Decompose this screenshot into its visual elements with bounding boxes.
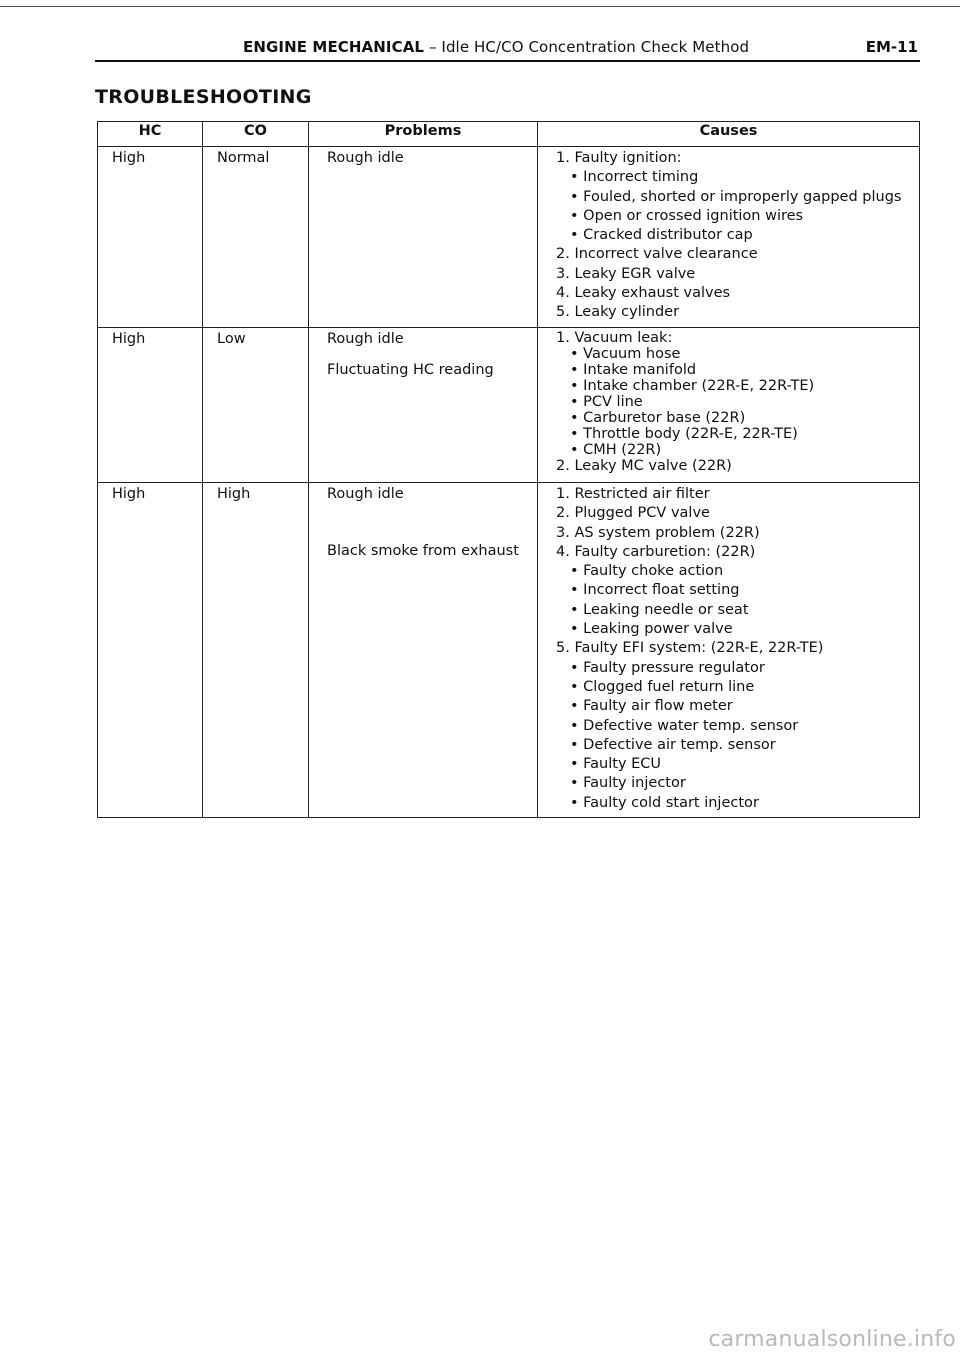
cause-subitem: • Cracked distributor cap <box>570 227 753 244</box>
causes-cell <box>538 147 920 328</box>
column-header-co: CO <box>203 122 309 147</box>
cause-subitem: • PCV line <box>570 394 643 410</box>
cause-subitem: • Defective water temp. sensor <box>570 717 799 734</box>
page-header <box>95 38 920 62</box>
problem-item: Rough idle <box>327 331 404 347</box>
co-cell: Normal <box>203 147 309 328</box>
cause-subitem: • Defective air temp. sensor <box>570 736 776 753</box>
cause-item: 2. Plugged PCV valve <box>556 505 710 522</box>
section-title: TROUBLESHOOTING <box>95 86 312 108</box>
header-title-bold: ENGINE MECHANICAL <box>243 38 425 56</box>
problem-item: Black smoke from exhaust <box>327 543 519 560</box>
column-header-causes: Causes <box>538 122 920 147</box>
table-row <box>98 147 920 328</box>
cause-subitem: • Faulty air flow meter <box>570 698 733 715</box>
cause-subitem: • Incorrect float setting <box>570 582 740 599</box>
cause-item: 1. Restricted air filter <box>556 486 710 502</box>
cause-subitem: • Clogged fuel return line <box>570 678 755 695</box>
cause-subitem: • Faulty choke action <box>570 563 724 580</box>
cause-subitem: • Leaking power valve <box>570 621 733 638</box>
table-row <box>98 483 920 818</box>
cause-subitem: • Incorrect timing <box>570 169 699 186</box>
cause-subitem: • Faulty injector <box>570 775 686 792</box>
cause-item: 5. Leaky cylinder <box>556 304 680 321</box>
problems-cell <box>309 328 538 483</box>
cause-item: 2. Leaky MC valve (22R) <box>556 458 732 474</box>
hc-cell: High <box>98 328 203 483</box>
table-row <box>98 328 920 483</box>
page-code: EM-11 <box>865 38 918 56</box>
cause-item: 2. Incorrect valve clearance <box>556 246 758 263</box>
cause-subitem: • Leaking needle or seat <box>570 601 749 618</box>
cause-subitem: • Faulty pressure regulator <box>570 659 765 676</box>
causes-cell <box>538 483 920 818</box>
problems-cell <box>309 483 538 818</box>
cause-subitem: • Throttle body (22R-E, 22R-TE) <box>570 426 798 442</box>
column-header-problems: Problems <box>309 122 538 147</box>
header-title <box>243 38 749 56</box>
watermark: carmanualsonline.info <box>708 1327 956 1352</box>
cause-item: 3. Leaky EGR valve <box>556 265 696 282</box>
causes-cell <box>538 328 920 483</box>
cause-subitem: • Intake manifold <box>570 362 697 378</box>
cause-subitem: • Faulty ECU <box>570 756 662 773</box>
cause-subitem: • Faulty cold start injector <box>570 794 759 811</box>
problem-item: Rough idle <box>327 150 404 166</box>
cause-subitem: • Vacuum hose <box>570 346 681 362</box>
cause-subitem: • Fouled, shorted or improperly gapped plugs <box>570 188 902 205</box>
hc-cell: High <box>98 147 203 328</box>
cause-item: 4. Faulty carburetion: (22R) <box>556 543 756 560</box>
co-cell: Low <box>203 328 309 483</box>
cause-item: 4. Leaky exhaust valves <box>556 285 731 302</box>
cause-item: 1. Faulty ignition: <box>556 150 682 166</box>
cause-item: 5. Faulty EFI system: (22R-E, 22R-TE) <box>556 640 824 657</box>
hc-cell: High <box>98 483 203 818</box>
co-cell: High <box>203 483 309 818</box>
cause-item: 1. Vacuum leak: <box>556 330 673 346</box>
problem-item: Fluctuating HC reading <box>327 362 494 379</box>
troubleshooting-table <box>97 121 920 818</box>
problems-cell <box>309 147 538 328</box>
cause-subitem: • Open or crossed ignition wires <box>570 207 804 224</box>
cause-subitem: • Intake chamber (22R-E, 22R-TE) <box>570 378 815 394</box>
column-header-hc: HC <box>98 122 203 147</box>
table-header-row <box>98 122 920 147</box>
cause-subitem: • Carburetor base (22R) <box>570 410 746 426</box>
cause-subitem: • CMH (22R) <box>570 442 662 458</box>
cause-item: 3. AS system problem (22R) <box>556 524 760 541</box>
problem-item: Rough idle <box>327 486 404 502</box>
header-title-rest: – Idle HC/CO Concentration Check Method <box>424 38 750 56</box>
top-rule <box>0 6 960 7</box>
